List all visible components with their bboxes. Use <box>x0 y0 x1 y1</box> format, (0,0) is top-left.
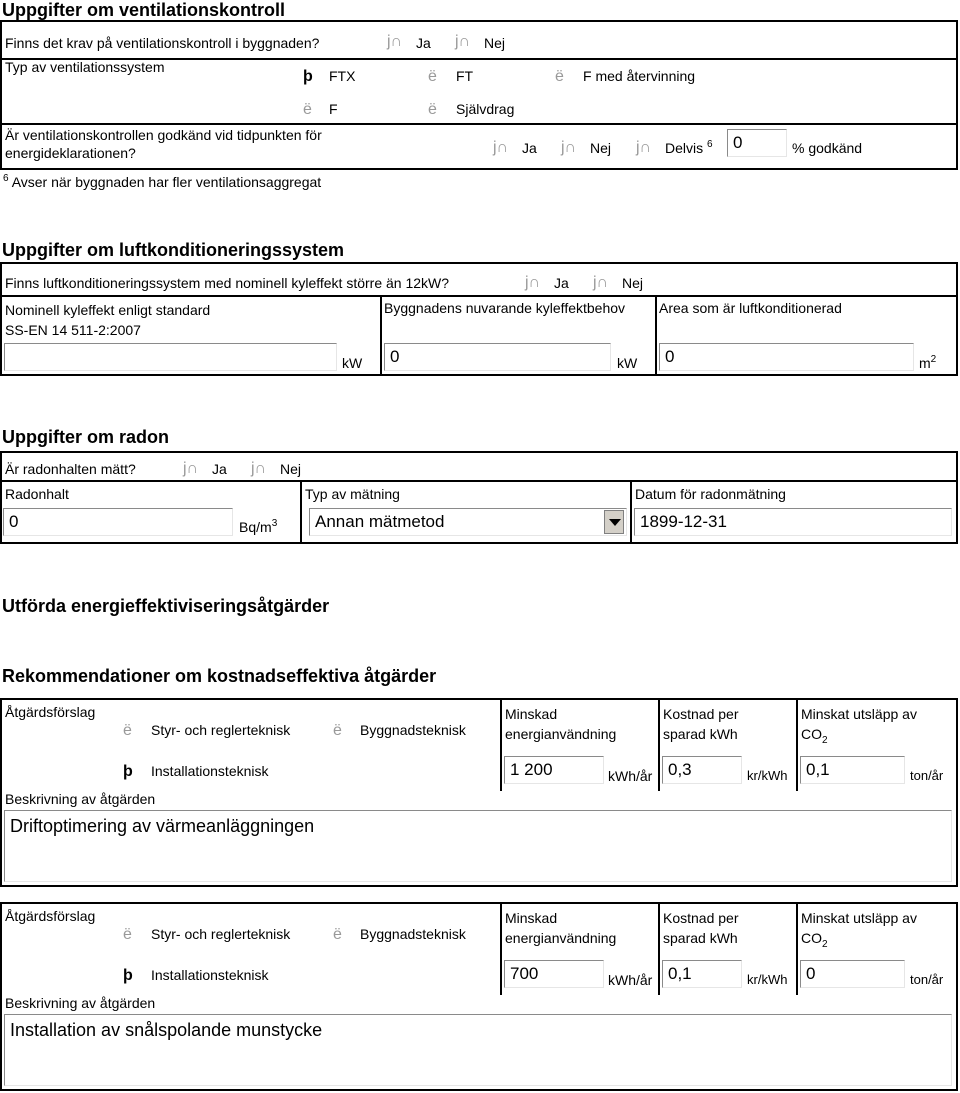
checkbox-icon[interactable]: ë <box>333 722 342 739</box>
measures-done-title: Utförda energieffektiviseringsåtgärder <box>2 596 330 616</box>
column-header <box>801 928 917 951</box>
co2-header <box>801 704 917 747</box>
footnote <box>3 174 321 190</box>
current-cooling-input[interactable]: 0 <box>384 343 611 371</box>
select-value: Annan mätmetod <box>315 512 445 531</box>
ac-col-nominal <box>5 300 210 340</box>
unit-label: kWh/år <box>608 768 653 784</box>
checkbox-checked-icon[interactable]: þ <box>123 967 133 984</box>
radio-button-icon[interactable]: j∩ <box>561 139 577 156</box>
yes-label: Ja <box>416 35 431 51</box>
system-option: FTX <box>329 68 356 84</box>
chevron-down-icon[interactable] <box>604 510 624 534</box>
column-header: SS-EN 14 511-2:2007 <box>5 322 141 338</box>
no-label: Nej <box>280 461 302 477</box>
column-header: Nominell kyleffekt enligt standard <box>5 302 211 318</box>
radio-button-icon[interactable]: j∩ <box>183 460 199 477</box>
measure-option: Styr- och reglerteknisk <box>151 722 291 738</box>
checkbox-checked-icon[interactable]: þ <box>123 763 133 780</box>
percent-approved-input[interactable]: 0 <box>727 129 787 157</box>
checkbox-icon[interactable]: ë <box>428 101 437 118</box>
radon-level-input[interactable]: 0 <box>3 508 233 536</box>
divider <box>630 480 632 544</box>
unit-label <box>239 519 277 535</box>
ventilation-title: Uppgifter om ventilationskontroll <box>2 0 286 20</box>
system-option: Självdrag <box>456 101 515 117</box>
radio-button-icon[interactable]: j∩ <box>525 274 541 291</box>
cost-input[interactable]: 0,1 <box>662 960 742 988</box>
unit-label: kW <box>342 355 363 371</box>
radio-button-icon[interactable]: j∩ <box>387 33 403 50</box>
divider <box>655 295 657 376</box>
column-header: Kostnad per <box>663 910 739 926</box>
divider <box>500 698 502 791</box>
unit-label: kWh/år <box>608 972 653 988</box>
divider <box>658 902 660 995</box>
radon-question: Är radonhalten mätt? <box>5 461 136 477</box>
description-label: Beskrivning av åtgärden <box>5 995 156 1011</box>
system-option: FT <box>456 68 474 84</box>
radio-button-icon[interactable]: j∩ <box>493 139 509 156</box>
radio-button-icon[interactable]: j∩ <box>251 460 267 477</box>
ac-area-input[interactable]: 0 <box>659 343 914 371</box>
unit-label: kr/kWh <box>747 768 788 783</box>
yes-label: Ja <box>212 461 227 477</box>
description-textarea[interactable]: Installation av snålspolande munstycke <box>4 1014 952 1086</box>
unit-sup: 3 <box>271 518 278 529</box>
column-header: Minskat utsläpp av <box>801 910 917 926</box>
ac-title: Uppgifter om luftkonditioneringssystem <box>2 240 345 260</box>
unit-label: ton/år <box>910 768 944 783</box>
nominal-cooling-input[interactable] <box>4 343 337 371</box>
unit-text: Bq/m <box>239 519 272 535</box>
unit-sup: 2 <box>930 354 937 365</box>
column-header: Minskad <box>505 910 558 926</box>
unit-text: m <box>919 355 931 371</box>
column-header: energianvändning <box>505 930 617 946</box>
checkbox-icon[interactable]: ë <box>555 68 564 85</box>
co2-sub: 2 <box>822 735 828 746</box>
question-line: Är ventilationskontrollen godkänd vid tidpunkten för <box>5 127 322 143</box>
radon-col-type: Typ av mätning <box>305 486 400 502</box>
ac-col-area: Area som är luftkonditionerad <box>659 300 842 316</box>
column-header <box>801 724 917 747</box>
partly-label <box>665 140 713 156</box>
unit-label: kW <box>617 355 638 371</box>
checkbox-icon[interactable]: ë <box>123 926 132 943</box>
ventilation-system-label: Typ av ventilationssystem <box>5 59 165 75</box>
ventilation-approved-question <box>5 126 322 162</box>
measures-rec-title: Rekommendationer om kostnadseffektiva åtgärder <box>2 666 437 686</box>
column-header: sparad kWh <box>663 726 738 742</box>
footnote-text: Avser när byggnaden har fler ventilationsaggregat <box>11 174 322 190</box>
no-label: Nej <box>590 140 612 156</box>
no-label: Nej <box>484 35 506 51</box>
radio-button-icon[interactable]: j∩ <box>636 139 652 156</box>
co2-reduction-input[interactable]: 0 <box>800 960 905 988</box>
measure-option: Installationsteknisk <box>151 967 269 983</box>
ac-question: Finns luftkonditioneringssystem med nominell kyleffekt större än 12kW? <box>5 275 450 291</box>
measure-option: Byggnadsteknisk <box>360 722 466 738</box>
unit-label <box>919 355 936 371</box>
divider <box>500 902 502 995</box>
energy-reduction-input[interactable]: 1 200 <box>504 756 604 784</box>
divider <box>380 295 382 376</box>
yes-label: Ja <box>554 275 569 291</box>
radon-title: Uppgifter om radon <box>2 427 169 447</box>
footnote-ref: 6 <box>707 139 713 150</box>
description-label: Beskrivning av åtgärden <box>5 791 156 807</box>
radon-date-input[interactable]: 1899-12-31 <box>634 508 952 536</box>
column-header: energianvändning <box>505 726 617 742</box>
partly-text: Delvis <box>665 140 704 156</box>
checkbox-icon[interactable]: ë <box>333 926 342 943</box>
column-header: Kostnad per <box>663 706 739 722</box>
cost-header <box>663 908 739 948</box>
cost-header <box>663 704 739 744</box>
measure-option: Byggnadsteknisk <box>360 926 466 942</box>
measurement-type-select[interactable] <box>309 508 627 536</box>
divider <box>0 123 958 125</box>
co2-sub: 2 <box>822 939 828 950</box>
co2-header <box>801 908 917 951</box>
radon-col-date: Datum för radonmätning <box>635 486 786 502</box>
energy-header <box>505 908 616 948</box>
system-option: F med återvinning <box>583 68 696 84</box>
co2-reduction-input[interactable]: 0,1 <box>800 756 905 784</box>
percent-unit: % godkänd <box>792 140 863 156</box>
divider <box>796 902 798 995</box>
radon-col-level: Radonhalt <box>5 486 69 502</box>
radio-button-icon[interactable]: j∩ <box>455 33 471 50</box>
checkbox-icon[interactable]: ë <box>428 68 437 85</box>
column-header: sparad kWh <box>663 930 738 946</box>
measure-option: Installationsteknisk <box>151 763 269 779</box>
radio-button-icon[interactable]: j∩ <box>593 274 609 291</box>
measure-label: Åtgärdsförslag <box>5 908 96 924</box>
unit-label: ton/år <box>910 972 944 987</box>
measure-label: Åtgärdsförslag <box>5 704 96 720</box>
checkbox-checked-icon[interactable]: þ <box>303 68 313 85</box>
checkbox-icon[interactable]: ë <box>303 101 312 118</box>
divider <box>0 480 958 482</box>
divider <box>796 698 798 791</box>
measure-option: Styr- och reglerteknisk <box>151 926 291 942</box>
column-header: Minskad <box>505 706 558 722</box>
column-header: Minskat utsläpp av <box>801 706 917 722</box>
ventilation-required-question: Finns det krav på ventilationskontroll i byggnaden? <box>5 35 320 51</box>
cost-input[interactable]: 0,3 <box>662 756 742 784</box>
divider <box>0 295 958 297</box>
checkbox-icon[interactable]: ë <box>123 722 132 739</box>
divider <box>300 480 302 544</box>
energy-header <box>505 704 616 744</box>
co2-text: CO <box>801 726 822 742</box>
unit-label: kr/kWh <box>747 972 788 987</box>
no-label: Nej <box>622 275 644 291</box>
question-line: energideklarationen? <box>5 145 136 161</box>
ac-col-current: Byggnadens nuvarande kyleffektbehov <box>384 300 626 316</box>
footnote-mark: 6 <box>3 173 9 184</box>
description-textarea[interactable]: Driftoptimering av värmeanläggningen <box>4 810 952 882</box>
yes-label: Ja <box>522 140 537 156</box>
co2-text: CO <box>801 930 822 946</box>
system-option: F <box>329 101 338 117</box>
energy-reduction-input[interactable]: 700 <box>504 960 604 988</box>
divider <box>658 698 660 791</box>
